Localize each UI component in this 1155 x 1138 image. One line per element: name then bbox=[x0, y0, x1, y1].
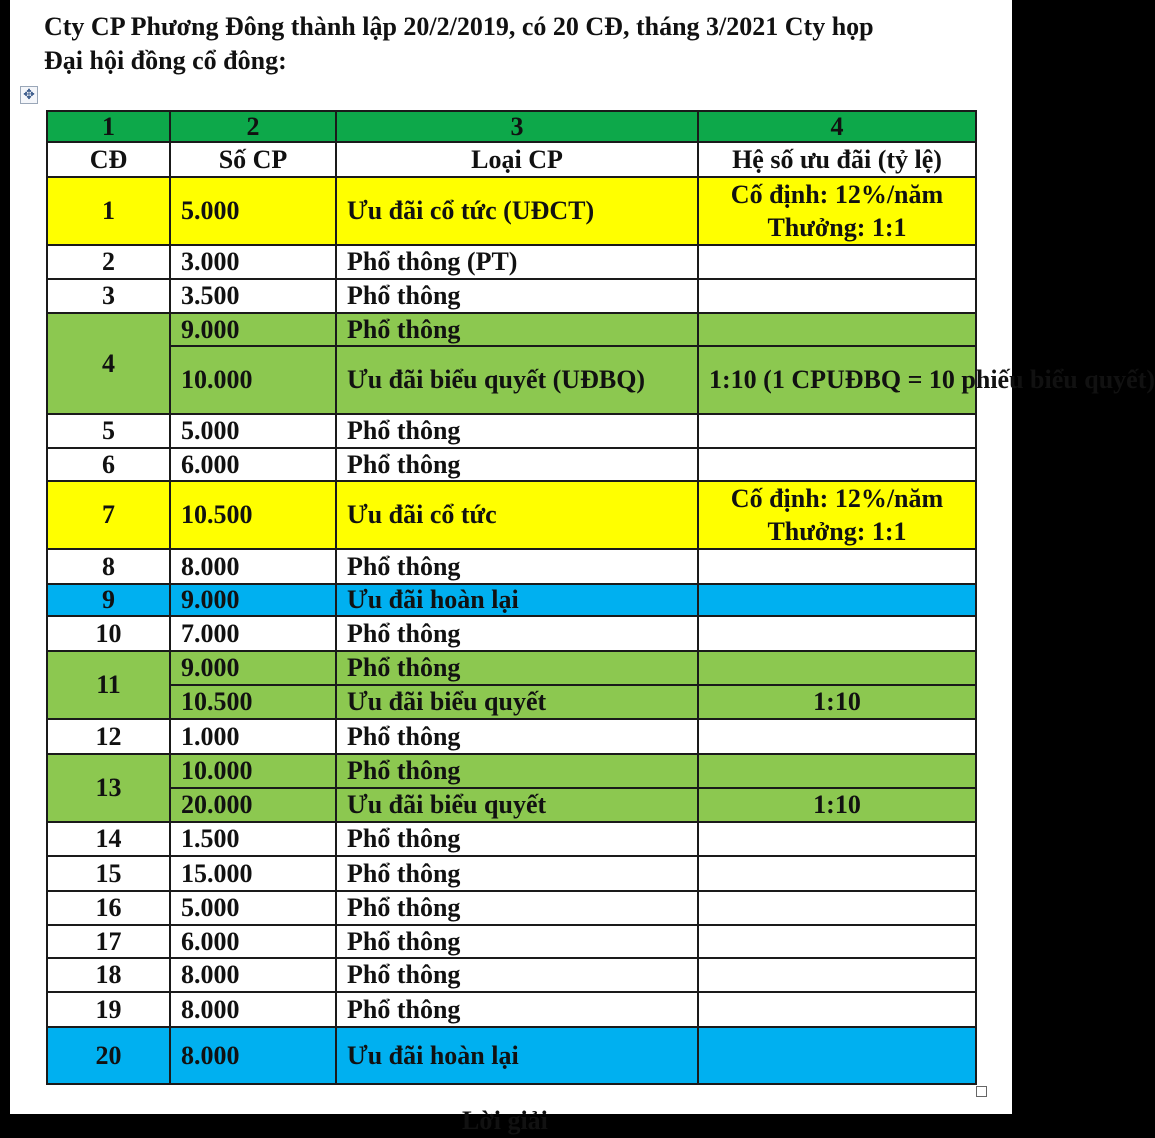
so-cp-cell: 6.000 bbox=[170, 448, 336, 481]
loai-cp-cell: Phổ thông bbox=[336, 414, 698, 448]
so-cp-cell: 9.000 bbox=[170, 313, 336, 346]
loai-cp-cell: Phổ thông bbox=[336, 856, 698, 891]
cd-cell: 3 bbox=[47, 279, 170, 313]
table-row bbox=[47, 651, 976, 685]
so-cp-cell: 5.000 bbox=[170, 177, 336, 245]
table-row bbox=[47, 346, 976, 414]
so-cp-cell: 6.000 bbox=[170, 925, 336, 958]
loai-cp-cell: Ưu đãi biểu quyết bbox=[336, 685, 698, 719]
he-so-cell bbox=[698, 245, 976, 279]
so-cp-cell: 10.500 bbox=[170, 685, 336, 719]
loai-cp-cell: Ưu đãi cổ tức (UĐCT) bbox=[336, 177, 698, 245]
so-cp-cell: 7.000 bbox=[170, 616, 336, 651]
cd-cell: 13 bbox=[47, 754, 170, 822]
intro-line-1: Cty CP Phương Đông thành lập 20/2/2019, có 20 CĐ, tháng 3/2021 Cty họp bbox=[44, 12, 874, 41]
loai-cp-cell: Phổ thông bbox=[336, 616, 698, 651]
table-row bbox=[47, 245, 976, 279]
so-cp-cell: 3.000 bbox=[170, 245, 336, 279]
table-row bbox=[47, 822, 976, 856]
so-cp-cell: 8.000 bbox=[170, 992, 336, 1027]
table-row bbox=[47, 481, 976, 549]
so-cp-cell: 8.000 bbox=[170, 549, 336, 584]
cd-cell: 14 bbox=[47, 822, 170, 856]
he-so-cell bbox=[698, 616, 976, 651]
header-loai-cp: Loại CP bbox=[336, 142, 698, 177]
loai-cp-cell: Phổ thông bbox=[336, 313, 698, 346]
loai-cp-cell: Ưu đãi hoàn lại bbox=[336, 584, 698, 616]
table-row bbox=[47, 584, 976, 616]
loai-cp-cell: Phổ thông bbox=[336, 925, 698, 958]
table-row bbox=[47, 279, 976, 313]
he-so-cell bbox=[698, 1027, 976, 1084]
loai-cp-cell: Phổ thông (PT) bbox=[336, 245, 698, 279]
header-cd: CĐ bbox=[47, 142, 170, 177]
table-row bbox=[47, 448, 976, 481]
he-so-line: Cố định: 12%/năm bbox=[730, 484, 944, 513]
cd-cell: 15 bbox=[47, 856, 170, 891]
he-so-cell bbox=[698, 754, 976, 788]
cd-cell: 8 bbox=[47, 549, 170, 584]
cd-cell: 20 bbox=[47, 1027, 170, 1084]
table-row bbox=[47, 719, 976, 754]
loai-cp-cell: Phổ thông bbox=[336, 891, 698, 925]
he-so-line: Thưởng: 1:1 bbox=[767, 213, 907, 242]
intro-paragraph bbox=[44, 10, 1004, 78]
he-so-cell bbox=[698, 651, 976, 685]
table-row bbox=[47, 754, 976, 788]
table-row bbox=[47, 414, 976, 448]
cd-cell: 19 bbox=[47, 992, 170, 1027]
cd-cell: 5 bbox=[47, 414, 170, 448]
column-index-cell: 1 bbox=[47, 111, 170, 142]
header-row bbox=[47, 142, 976, 177]
table-row bbox=[47, 856, 976, 891]
document-page bbox=[10, 0, 1155, 1135]
table-row bbox=[47, 549, 976, 584]
column-index-cell: 4 bbox=[698, 111, 976, 142]
he-so-line: Cố định: 12%/năm bbox=[730, 180, 944, 209]
table-row bbox=[47, 891, 976, 925]
loai-cp-cell: Phổ thông bbox=[336, 992, 698, 1027]
he-so-cell bbox=[698, 719, 976, 754]
cd-cell: 17 bbox=[47, 925, 170, 958]
table-row bbox=[47, 958, 976, 992]
header-so-cp: Số CP bbox=[170, 142, 336, 177]
so-cp-cell: 10.000 bbox=[170, 754, 336, 788]
he-so-cell: 1:10 (1 CPUĐBQ = 10 phiếu biểu quyết) bbox=[698, 346, 976, 414]
he-so-line: Thưởng: 1:1 bbox=[767, 517, 907, 546]
cd-cell: 2 bbox=[47, 245, 170, 279]
so-cp-cell: 9.000 bbox=[170, 584, 336, 616]
table-row bbox=[47, 313, 976, 346]
so-cp-cell: 15.000 bbox=[170, 856, 336, 891]
header-he-so: Hệ số ưu đãi (tỷ lệ) bbox=[698, 142, 976, 177]
cd-cell: 18 bbox=[47, 958, 170, 992]
cd-cell: 11 bbox=[47, 651, 170, 719]
loai-cp-cell: Phổ thông bbox=[336, 651, 698, 685]
table-resize-handle[interactable] bbox=[976, 1086, 987, 1097]
so-cp-cell: 1.000 bbox=[170, 719, 336, 754]
column-index-cell: 2 bbox=[170, 111, 336, 142]
so-cp-cell: 9.000 bbox=[170, 651, 336, 685]
he-so-cell bbox=[698, 414, 976, 448]
he-so-cell bbox=[698, 549, 976, 584]
loai-cp-cell: Phổ thông bbox=[336, 958, 698, 992]
table-row bbox=[47, 685, 976, 719]
so-cp-cell: 10.000 bbox=[170, 346, 336, 414]
so-cp-cell: 5.000 bbox=[170, 891, 336, 925]
table-move-handle-icon[interactable]: ✥ bbox=[20, 86, 38, 104]
column-index-cell: 3 bbox=[336, 111, 698, 142]
loai-cp-cell: Ưu đãi cổ tức bbox=[336, 481, 698, 549]
column-index-row bbox=[47, 111, 976, 142]
so-cp-cell: 5.000 bbox=[170, 414, 336, 448]
table-row bbox=[47, 177, 976, 245]
cd-cell: 10 bbox=[47, 616, 170, 651]
table-row bbox=[47, 788, 976, 822]
loai-cp-cell: Phổ thông bbox=[336, 448, 698, 481]
he-so-cell bbox=[698, 584, 976, 616]
so-cp-cell: 20.000 bbox=[170, 788, 336, 822]
he-so-cell bbox=[698, 481, 976, 549]
he-so-cell: 1:10 bbox=[698, 685, 976, 719]
cd-cell: 6 bbox=[47, 448, 170, 481]
he-so-cell bbox=[698, 856, 976, 891]
loai-cp-cell: Ưu đãi hoàn lại bbox=[336, 1027, 698, 1084]
he-so-cell bbox=[698, 925, 976, 958]
he-so-cell bbox=[698, 448, 976, 481]
so-cp-cell: 1.500 bbox=[170, 822, 336, 856]
table-row bbox=[47, 616, 976, 651]
loai-cp-cell: Phổ thông bbox=[336, 549, 698, 584]
he-so-cell: 1:10 bbox=[698, 788, 976, 822]
cd-cell: 7 bbox=[47, 481, 170, 549]
cd-cell: 4 bbox=[47, 313, 170, 414]
cd-cell: 16 bbox=[47, 891, 170, 925]
he-so-cell bbox=[698, 958, 976, 992]
he-so-cell bbox=[698, 279, 976, 313]
so-cp-cell: 3.500 bbox=[170, 279, 336, 313]
loai-cp-cell: Phổ thông bbox=[336, 719, 698, 754]
table-row bbox=[47, 925, 976, 958]
loai-cp-cell: Phổ thông bbox=[336, 279, 698, 313]
table-row bbox=[47, 1027, 976, 1084]
so-cp-cell: 8.000 bbox=[170, 958, 336, 992]
cd-cell: 9 bbox=[47, 584, 170, 616]
so-cp-cell: 10.500 bbox=[170, 481, 336, 549]
cd-cell: 1 bbox=[47, 177, 170, 245]
he-so-cell bbox=[698, 177, 976, 245]
loai-cp-cell: Phổ thông bbox=[336, 754, 698, 788]
loai-cp-cell: Ưu đãi biểu quyết bbox=[336, 788, 698, 822]
he-so-cell bbox=[698, 992, 976, 1027]
table-row bbox=[47, 992, 976, 1027]
next-heading-cropped: Lời giải bbox=[462, 1106, 548, 1135]
so-cp-cell: 8.000 bbox=[170, 1027, 336, 1084]
he-so-cell bbox=[698, 822, 976, 856]
loai-cp-cell: Ưu đãi biểu quyết (UĐBQ) bbox=[336, 346, 698, 414]
intro-line-2: Đại hội đồng cổ đông: bbox=[44, 46, 287, 75]
he-so-cell bbox=[698, 313, 976, 346]
cd-cell: 12 bbox=[47, 719, 170, 754]
loai-cp-cell: Phổ thông bbox=[336, 822, 698, 856]
he-so-cell bbox=[698, 891, 976, 925]
shareholder-table bbox=[46, 110, 1155, 1085]
